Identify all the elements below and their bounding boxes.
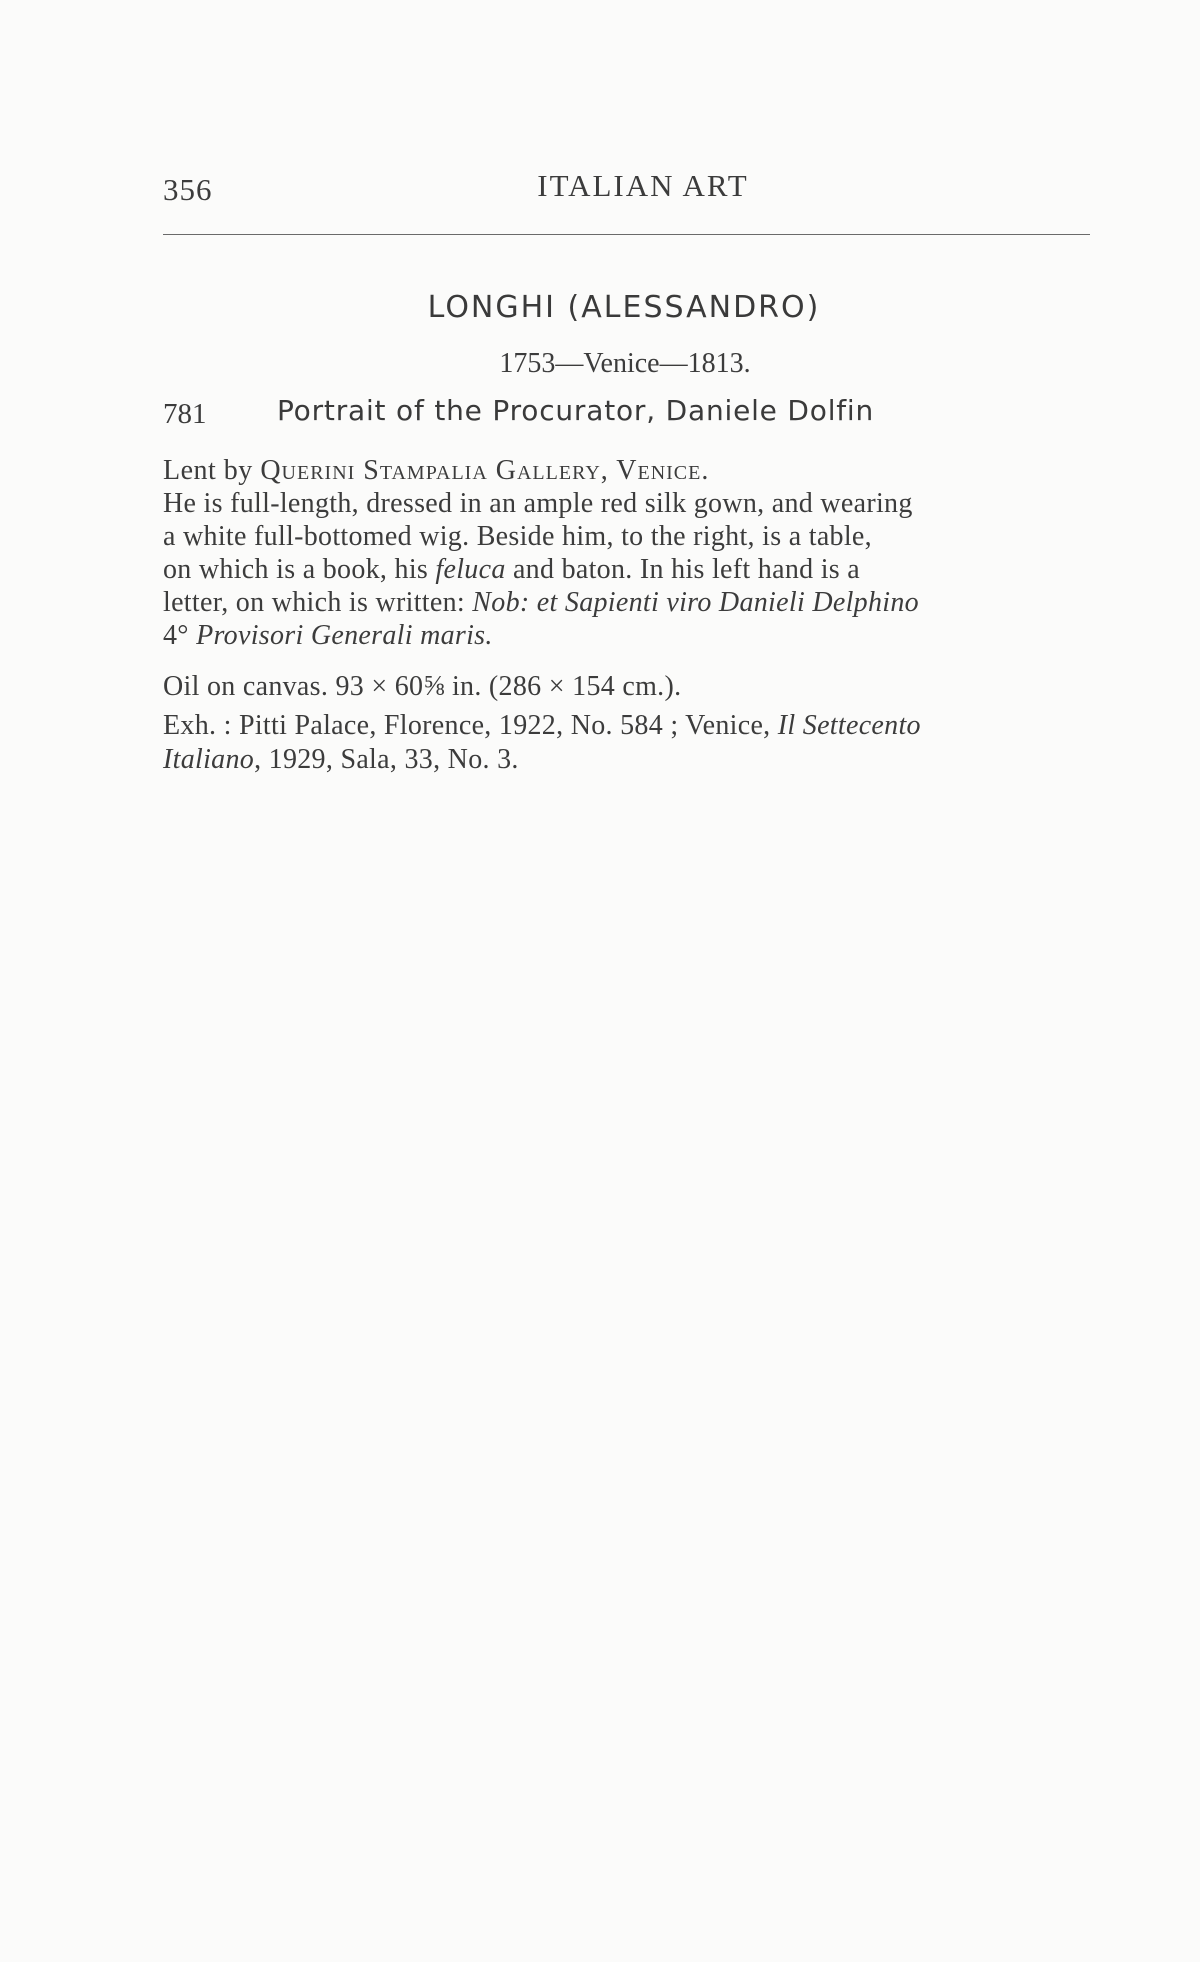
exhibition-title-italic-cont: Italiano [163,744,255,775]
lender-name: Querini Stampalia Gallery, Venice. [260,455,710,486]
catalogue-entry-heading [163,394,1090,438]
entry-number: 781 [163,398,207,430]
header-rule [163,234,1090,235]
description-inscription: Nob: et Sapienti viro Danieli Delphino [472,587,919,618]
description-inscription-end: Provisori Generali maris. [196,620,493,651]
description-text: 4° [163,620,197,651]
description-line-5 [163,619,1103,652]
description-text: letter, on which is written: [163,587,473,618]
exhibition-line-2 [163,743,1103,777]
exhibition-title-italic: Il Settecento [777,710,921,741]
description-text: and baton. In his left hand is a [505,554,861,585]
description-line-4 [163,586,1103,619]
exhibition-text: , 1929, Sala, 33, No. 3. [254,744,519,775]
exhibition-text: Exh. : Pitti Palace, Florence, 1922, No. 584 ; Venice, [163,710,778,741]
description-line-1: He is full-length, dressed in an ample red silk gown, and wearing [163,488,913,519]
description-line-2: a white full-bottomed wig. Beside him, to the right, is a table, [163,521,872,552]
artist-name: LONGHI (ALESSANDRO) [427,290,821,325]
medium-dimensions: Oil on canvas. 93 × 60⅝ in. (286 × 154 cm.). [163,671,682,702]
exhibition-line-1 [163,709,1103,743]
page-number: 356 [163,172,213,207]
painting-description [163,487,1103,652]
description-italic-feluca: feluca [435,554,506,585]
description-text: on which is a book, his [163,554,436,585]
lender-prefix: Lent by [163,455,261,486]
running-head [163,168,1090,212]
description-line-3 [163,553,1103,586]
entry-title: Portrait of the Procurator, Daniele Dolfin [277,394,875,427]
running-title: ITALIAN ART [537,168,749,203]
artist-dates: 1753—Venice—1813. [499,348,751,379]
lender-line [163,455,1090,487]
exhibition-history [163,709,1103,777]
